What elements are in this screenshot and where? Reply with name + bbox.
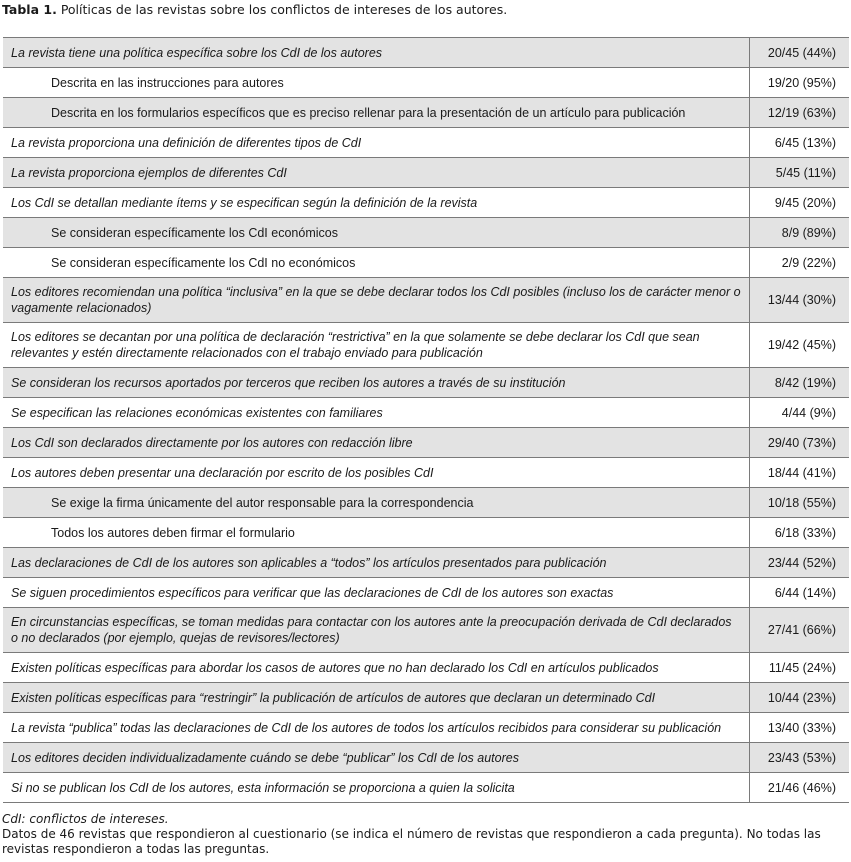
row-label: Se siguen procedimientos específicos para verificar que las declaraciones de CdI de los autores son exactas: [3, 578, 750, 608]
row-label: Descrita en los formularios específicos que es preciso rellenar para la presentación de un artículo para publicación: [3, 98, 750, 128]
table-row: [3, 608, 849, 653]
row-value: 13/44 (30%): [750, 278, 850, 323]
row-label: La revista tiene una política específica sobre los CdI de los autores: [3, 38, 750, 68]
policies-table: [3, 37, 849, 803]
table-row: [3, 773, 849, 803]
row-value: 21/46 (46%): [750, 773, 850, 803]
row-value: 10/44 (23%): [750, 683, 850, 713]
row-value: 6/18 (33%): [750, 518, 850, 548]
row-value: 18/44 (41%): [750, 458, 850, 488]
row-value: 19/42 (45%): [750, 323, 850, 368]
row-label: Existen políticas específicas para abordar los casos de autores que no han declarado los CdI en artículos publicados: [3, 653, 750, 683]
table-row: [3, 398, 849, 428]
table-caption: [2, 2, 507, 18]
table-caption-text: Políticas de las revistas sobre los conflictos de intereses de los autores.: [60, 2, 508, 17]
table-row: [3, 248, 849, 278]
row-value: 6/45 (13%): [750, 128, 850, 158]
row-value: 27/41 (66%): [750, 608, 850, 653]
table-row: [3, 323, 849, 368]
table-row: [3, 428, 849, 458]
row-value: 20/45 (44%): [750, 38, 850, 68]
row-label: Si no se publican los CdI de los autores, esta información se proporciona a quien la solicita: [3, 773, 750, 803]
table-row: [3, 68, 849, 98]
row-label: Descrita en las instrucciones para autores: [3, 68, 750, 98]
row-value: 23/44 (52%): [750, 548, 850, 578]
table-row: [3, 518, 849, 548]
row-label: En circunstancias específicas, se toman medidas para contactar con los autores ante la preocupación derivada de CdI declarados o no declarados (por ejemplo, quejas de revisores/lectores): [3, 608, 750, 653]
table-row: [3, 578, 849, 608]
row-value: 8/9 (89%): [750, 218, 850, 248]
row-value: 13/40 (33%): [750, 713, 850, 743]
row-label: Todos los autores deben firmar el formulario: [3, 518, 750, 548]
row-value: 19/20 (95%): [750, 68, 850, 98]
table-row: [3, 653, 849, 683]
table-row: [3, 158, 849, 188]
row-value: 23/43 (53%): [750, 743, 850, 773]
table-row: [3, 458, 849, 488]
row-label: Se consideran los recursos aportados por terceros que reciben los autores a través de su institución: [3, 368, 750, 398]
table-row: [3, 98, 849, 128]
row-value: 8/42 (19%): [750, 368, 850, 398]
row-label: Se consideran específicamente los CdI no económicos: [3, 248, 750, 278]
row-label: Las declaraciones de CdI de los autores son aplicables a “todos” los artículos presentados para publicación: [3, 548, 750, 578]
row-value: 29/40 (73%): [750, 428, 850, 458]
row-label: La revista “publica” todas las declaraciones de CdI de los autores de todos los artículos recibidos para considerar su publicación: [3, 713, 750, 743]
row-label: Los editores deciden individualizadamente cuándo se debe “publicar” los CdI de los autores: [3, 743, 750, 773]
table-notes: [2, 812, 848, 857]
row-label: Se consideran específicamente los CdI económicos: [3, 218, 750, 248]
table-row: [3, 368, 849, 398]
row-label: Existen políticas específicas para “restringir” la publicación de artículos de autores que declaran un determinado CdI: [3, 683, 750, 713]
row-label: La revista proporciona una definición de diferentes tipos de CdI: [3, 128, 750, 158]
row-value: 10/18 (55%): [750, 488, 850, 518]
row-value: 9/45 (20%): [750, 188, 850, 218]
table-row: [3, 188, 849, 218]
abbreviation-note: CdI: conflictos de intereses.: [2, 812, 169, 826]
table-row: [3, 683, 849, 713]
table-caption-label: Tabla 1.: [2, 2, 57, 17]
row-value: 6/44 (14%): [750, 578, 850, 608]
table-row: [3, 278, 849, 323]
row-label: Los editores se decantan por una política de declaración “restrictiva” en la que solamente se debe declarar los CdI que sean relevantes y estén directamente relacionados con el trabajo enviado para publicación: [3, 323, 750, 368]
policies-table-body: [3, 38, 849, 803]
table-row: [3, 218, 849, 248]
row-label: Se especifican las relaciones económicas existentes con familiares: [3, 398, 750, 428]
table-row: [3, 488, 849, 518]
table-row: [3, 743, 849, 773]
row-label: Los editores recomiendan una política “inclusiva” en la que se debe declarar todos los CdI posibles (incluso los de carácter menor o vagamente relacionados): [3, 278, 750, 323]
row-value: 4/44 (9%): [750, 398, 850, 428]
table-row: [3, 548, 849, 578]
row-value: 12/19 (63%): [750, 98, 850, 128]
table-row: [3, 38, 849, 68]
row-value: 2/9 (22%): [750, 248, 850, 278]
row-label: Los autores deben presentar una declaración por escrito de los posibles CdI: [3, 458, 750, 488]
source-note: Datos de 46 revistas que respondieron al cuestionario (se indica el número de revistas que respondieron a cada pregunta). No todas las revistas respondieron a todas las preguntas.: [2, 827, 821, 856]
row-label: La revista proporciona ejemplos de diferentes CdI: [3, 158, 750, 188]
table-row: [3, 128, 849, 158]
row-value: 11/45 (24%): [750, 653, 850, 683]
table-row: [3, 713, 849, 743]
row-label: Se exige la firma únicamente del autor responsable para la correspondencia: [3, 488, 750, 518]
row-value: 5/45 (11%): [750, 158, 850, 188]
row-label: Los CdI son declarados directamente por los autores con redacción libre: [3, 428, 750, 458]
row-label: Los CdI se detallan mediante ítems y se especifican según la definición de la revista: [3, 188, 750, 218]
